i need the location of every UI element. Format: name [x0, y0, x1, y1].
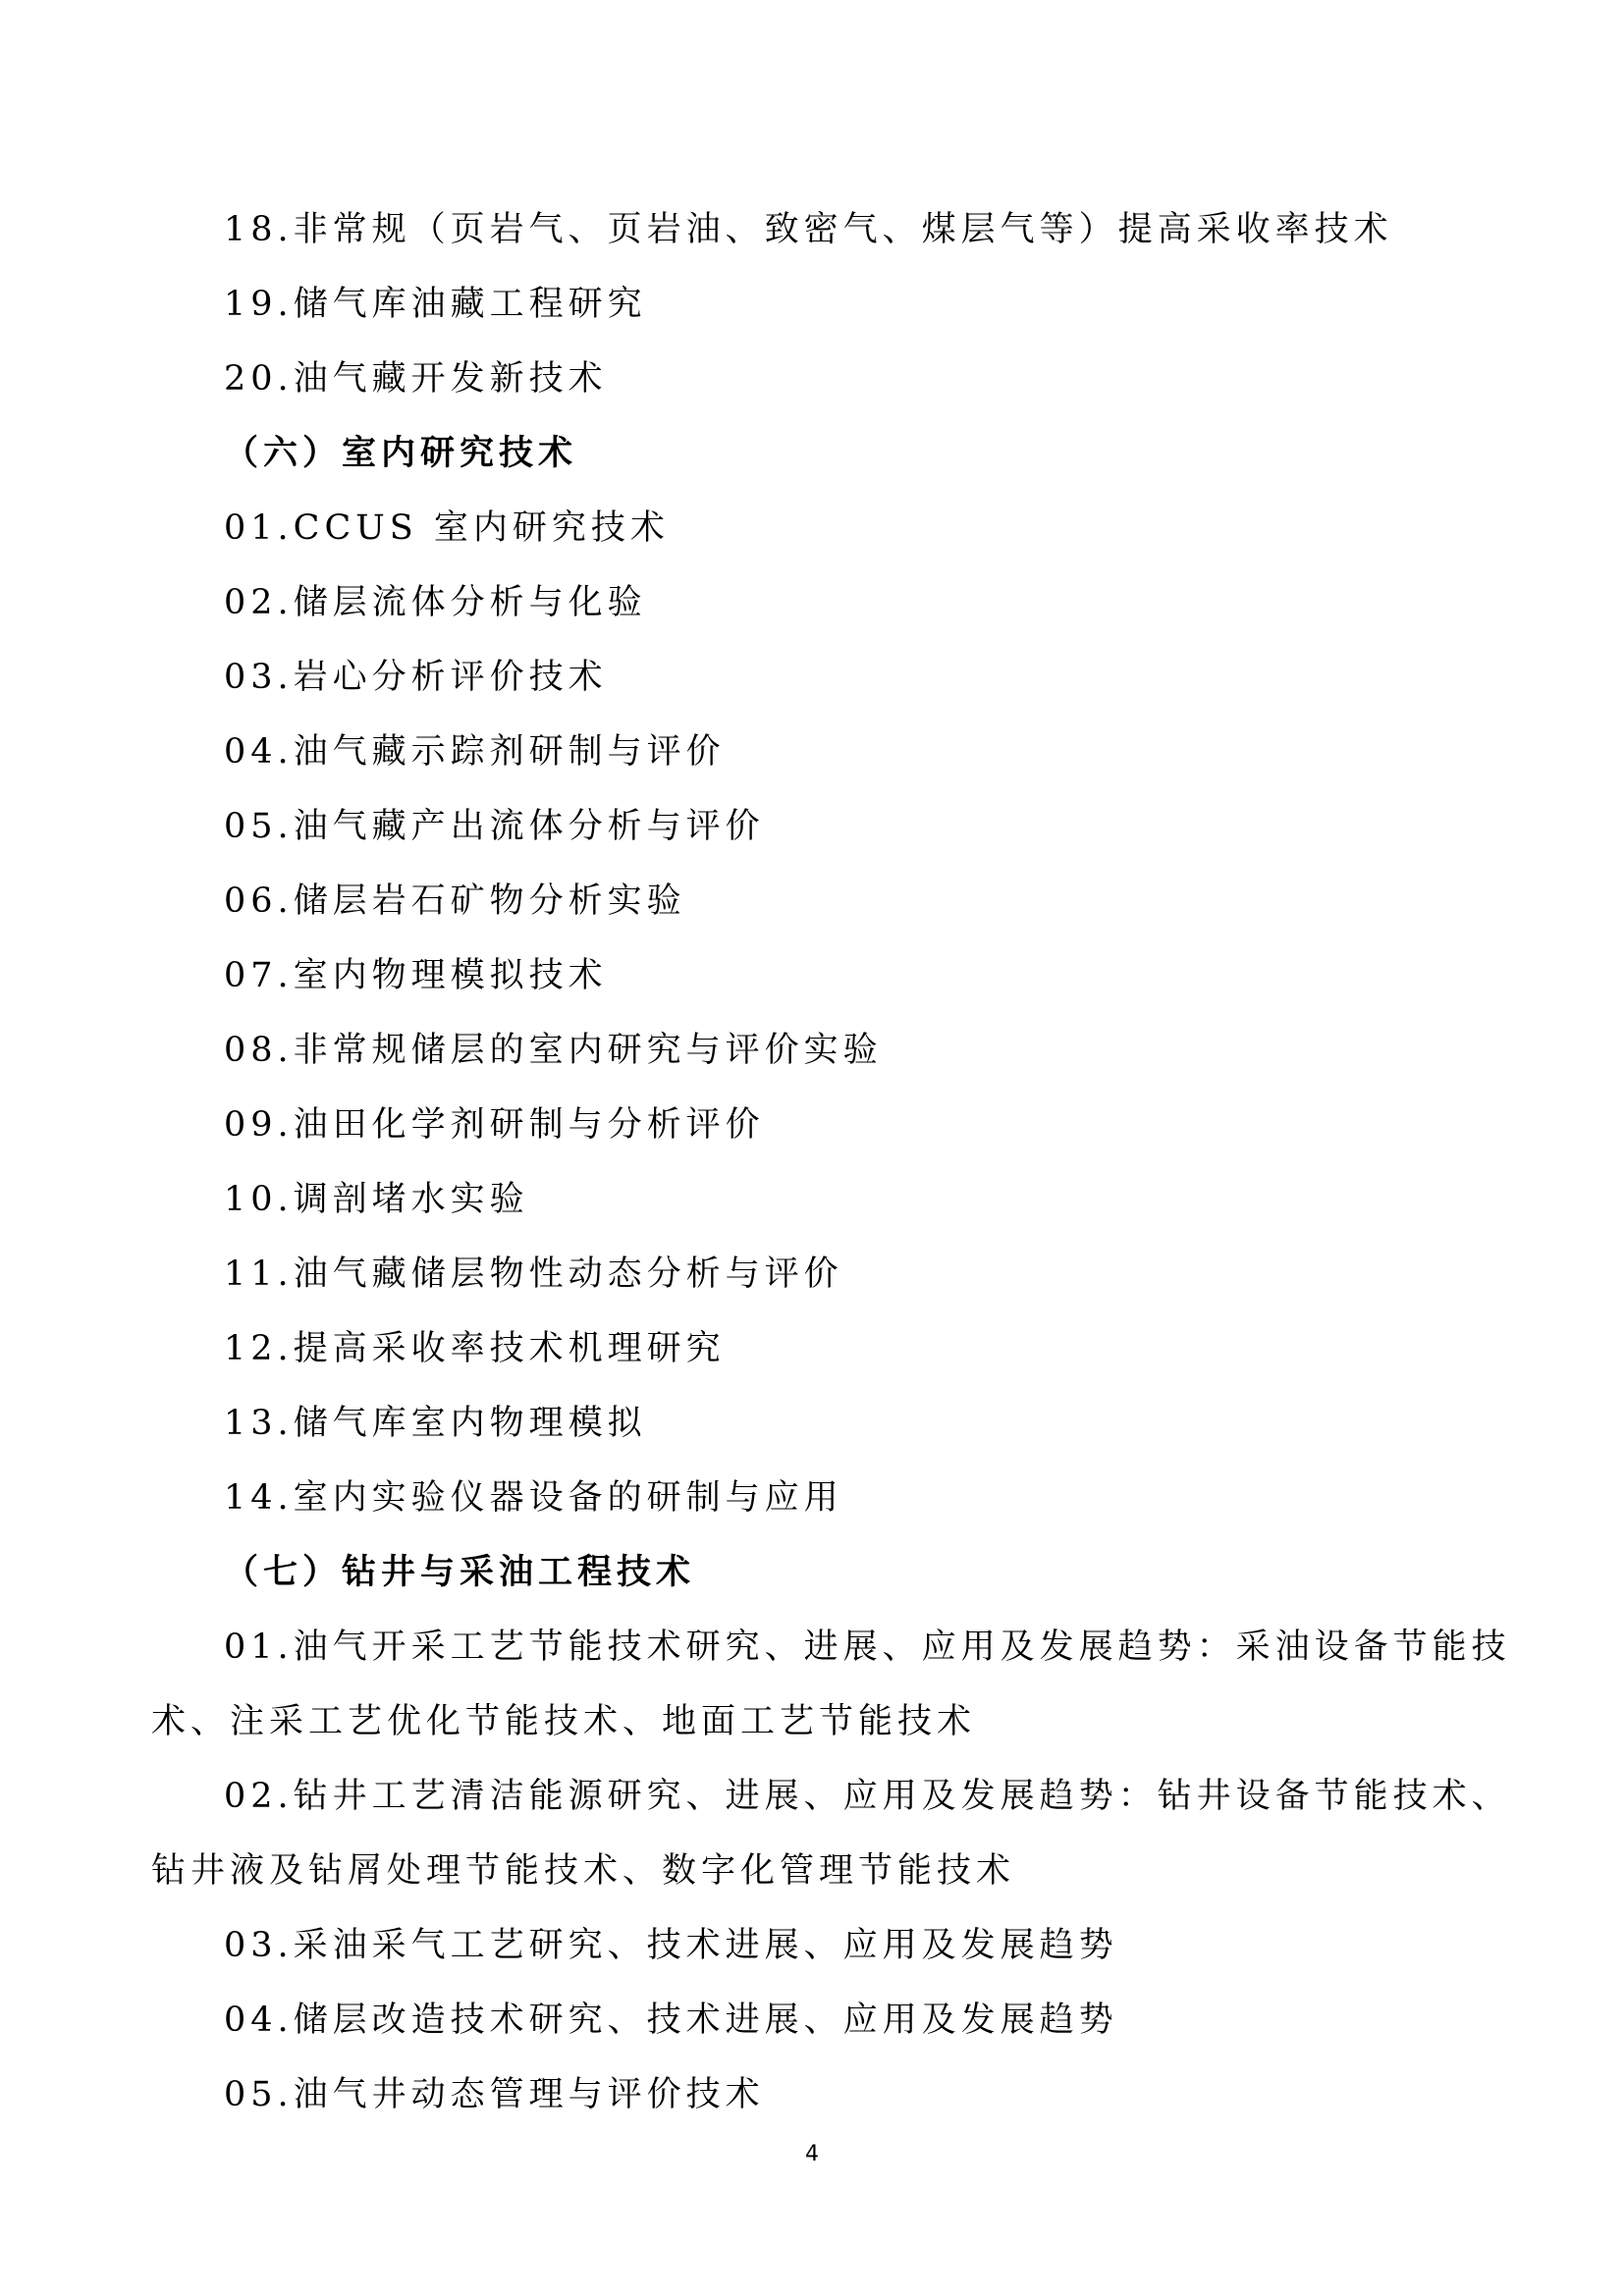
list-item: 14.室内实验仪器设备的研制与应用	[224, 1478, 843, 1518]
list-item: 12.提高采收率技术机理研究	[224, 1329, 726, 1368]
section-heading: （七）钻井与采油工程技术	[224, 1552, 696, 1592]
list-item: 03.岩心分析评价技术	[224, 658, 608, 697]
paragraph-line: 02.钻井工艺清洁能源研究、进展、应用及发展趋势：钻井设备节能技术、	[224, 1777, 1511, 1816]
paragraph-line: 01.油气开采工艺节能技术研究、进展、应用及发展趋势：采油设备节能技	[224, 1628, 1511, 1667]
section-heading: （六）室内研究技术	[224, 433, 578, 473]
list-item: 13.储气库室内物理模拟	[224, 1404, 647, 1443]
list-item: 03.采油采气工艺研究、技术进展、应用及发展趋势	[224, 1926, 1118, 1965]
list-item: 02.储层流体分析与化验	[224, 583, 647, 622]
list-item: 19.储气库油藏工程研究	[224, 285, 647, 324]
paragraph-line: 钻井液及钻屑处理节能技术、数字化管理节能技术	[151, 1851, 1016, 1891]
list-item: 11.油气藏储层物性动态分析与评价	[224, 1255, 843, 1294]
list-item: 09.油田化学剂研制与分析评价	[224, 1105, 765, 1145]
list-item: 04.油气藏示踪剂研制与评价	[224, 732, 726, 772]
list-item: 08.非常规储层的室内研究与评价实验	[224, 1031, 883, 1070]
list-item: 06.储层岩石矿物分析实验	[224, 881, 686, 921]
list-item: 18.非常规（页岩气、页岩油、致密气、煤层气等）提高采收率技术	[224, 210, 1393, 249]
list-item: 20.油气藏开发新技术	[224, 359, 608, 399]
list-item: 04.储层改造技术研究、技术进展、应用及发展趋势	[224, 2001, 1118, 2040]
document-body	[151, 192, 1511, 2132]
list-item: 05.油气藏产出流体分析与评价	[224, 807, 765, 846]
list-item: 07.室内物理模拟技术	[224, 956, 608, 995]
page-number: 4	[805, 2142, 819, 2166]
list-item: 01.CCUS 室内研究技术	[224, 508, 670, 548]
list-item: 10.调剖堵水实验	[224, 1180, 529, 1219]
paragraph-line: 术、注采工艺优化节能技术、地面工艺节能技术	[151, 1702, 977, 1741]
list-item: 05.油气井动态管理与评价技术	[224, 2075, 765, 2114]
